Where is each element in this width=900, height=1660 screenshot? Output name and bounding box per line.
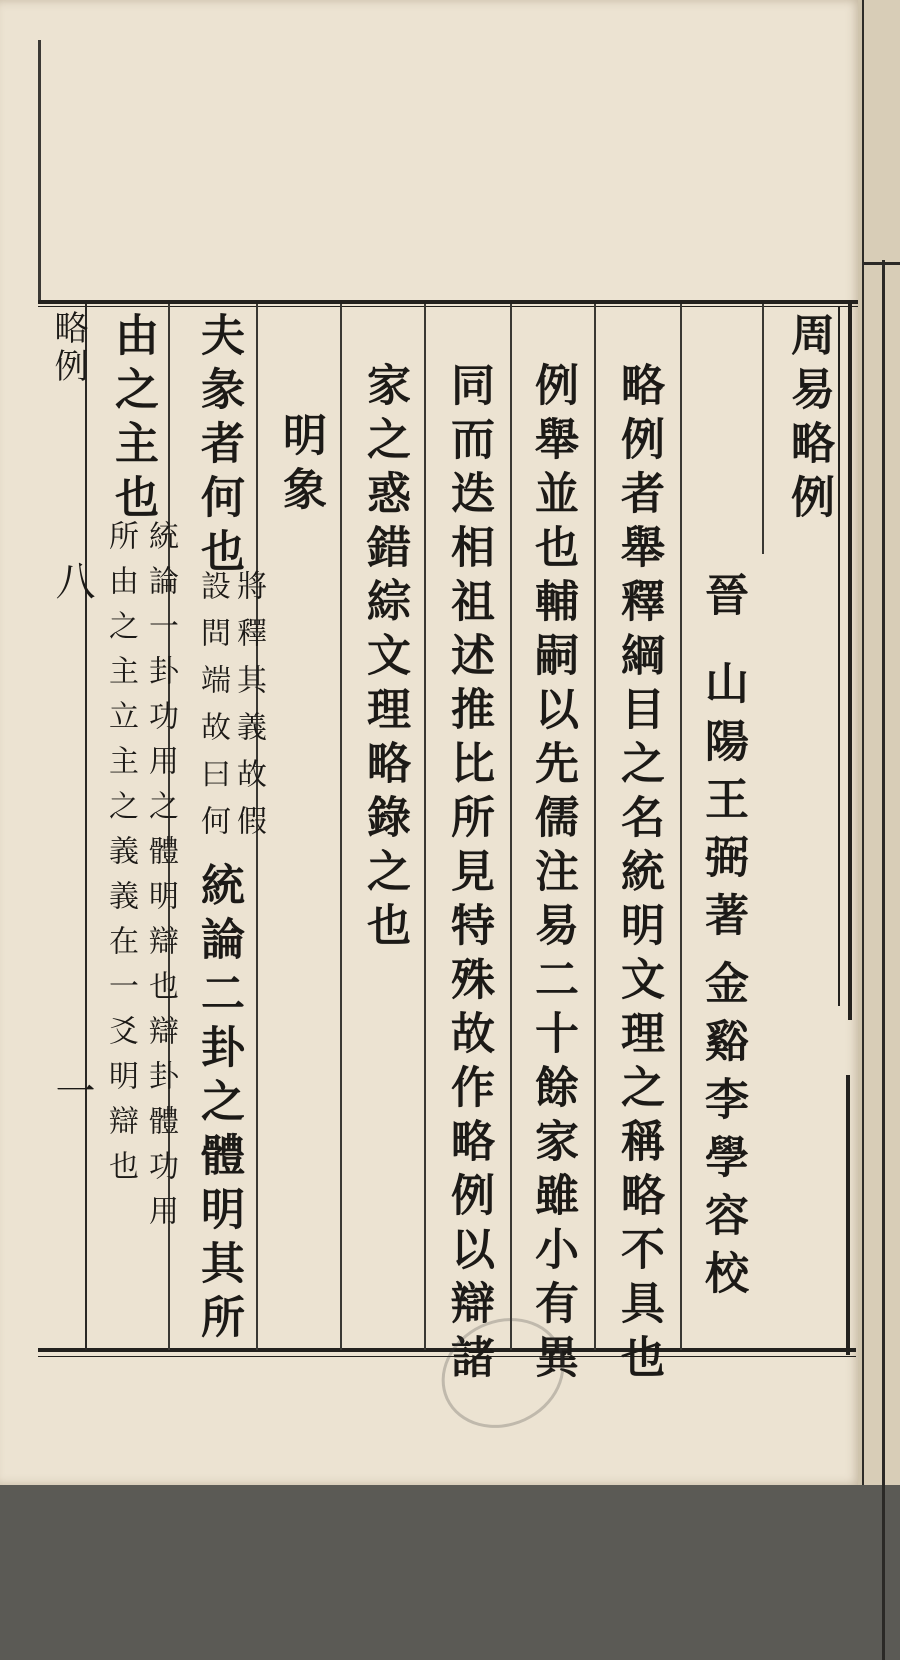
fold-title: 略例	[48, 310, 88, 386]
frame-top-rule-thin	[38, 306, 858, 307]
author-name: 山陽王弼著	[697, 660, 748, 950]
dynasty-label: 晉	[697, 572, 748, 626]
text-column: 略例者舉釋綱目之名統明文理之稱略不具也	[613, 362, 664, 1388]
section-heading: 明象	[275, 412, 326, 520]
frame-right-rule-lower	[846, 1075, 850, 1355]
text-column: 夫彖者何也	[193, 312, 244, 582]
text-column: 同而迭相祖述推比所見特殊故作略例以辯諸	[443, 362, 494, 1388]
book-title: 周易略例	[783, 312, 834, 528]
column-rule	[510, 304, 512, 1350]
adjacent-leaf	[862, 0, 900, 1485]
column-rule	[762, 304, 764, 554]
column-rule	[424, 304, 426, 1350]
fold-line	[85, 304, 87, 1350]
fold-page-number: 一	[49, 1070, 95, 1110]
commentary-column: 設問端故曰何	[195, 570, 230, 852]
leaf-edge-line	[38, 40, 41, 300]
editor-name: 金谿李學容校	[697, 960, 748, 1308]
frame-top-rule	[38, 300, 858, 304]
column-rule	[340, 304, 342, 1350]
text-column: 統論二卦之體明其所	[193, 862, 244, 1348]
fold-mark: 八	[49, 560, 95, 600]
text-column: 家之惑錯綜文理略錄之也	[359, 362, 410, 956]
column-rule	[680, 304, 682, 1350]
adjacent-rule	[882, 260, 885, 1660]
column-rule	[594, 304, 596, 1350]
frame-right-rule	[848, 300, 852, 1020]
text-column: 由之主也	[107, 312, 158, 528]
adjacent-rule	[864, 262, 900, 265]
commentary-column: 所由之主立主之義義在一爻明辯也	[103, 520, 138, 1195]
text-column: 例舉並也輔嗣以先儒注易二十餘家雖小有異	[527, 362, 578, 1388]
commentary-column: 將釋其義故假	[231, 570, 266, 852]
commentary-column: 統論一卦功用之體明辯也辯卦體功用	[143, 520, 178, 1240]
